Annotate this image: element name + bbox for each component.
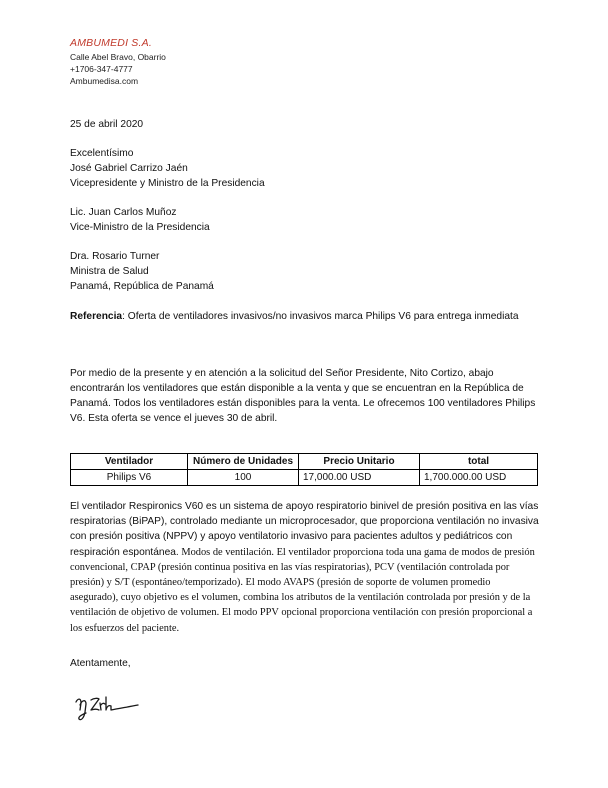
- table-row: [71, 470, 538, 486]
- table-header-cell: total: [420, 454, 538, 470]
- company-address: Calle Abel Bravo, Obarrio: [70, 52, 166, 62]
- closing-salutation: Atentamente,: [70, 658, 131, 669]
- description-sans-text: El ventilador Respironics V60 es un sistema de apoyo respiratorio binivel de presión positiva en las vías respiratorias (BiPAP), controlado mediante un microprocesador, que proporciona ventilación no invasiva con presión positiva (NPPV) y apoyo ventilatorio invasivo para pacientes adultos y pediátricos con respiración espontánea.: [70, 501, 539, 558]
- recipient-line: Panamá, República de Panamá: [70, 281, 214, 292]
- description-serif-text: Modos de ventilación. El ventilador proporciona toda una gama de modos de presión convencional, CPAP (presión continua positiva en las vías respiratorias), PCV (ventilación controlada por presión) y S/T (espontáneo/temporizado). El modo AVAPS (presión de soporte de volumen promedio asegurado), cuyo objetivo es el volumen, combina los atributos de la ventilación controlada por presión y de la ventilación de objetivo de volumen. El modo PPV opcional proporciona ventilación con presión proporcional a los esfuerzos del paciente.: [70, 546, 535, 634]
- table-header-cell: Número de Unidades: [188, 454, 299, 470]
- letter-date: 25 de abril 2020: [70, 119, 144, 130]
- company-name: AMBUMEDI S.A.: [70, 37, 152, 49]
- table-cell: 1,700.000.00 USD: [420, 470, 538, 486]
- signature-image: [72, 688, 152, 724]
- table-header-cell: Ventilador: [71, 454, 188, 470]
- recipient-line: Vice-Ministro de la Presidencia: [70, 222, 210, 233]
- table-cell: 17,000.00 USD: [299, 470, 420, 486]
- table-cell: Philips V6: [71, 470, 188, 486]
- table-cell: 100: [188, 470, 299, 486]
- reference-paragraph: [70, 309, 540, 324]
- recipient-line: Dra. Rosario Turner: [70, 251, 160, 262]
- offer-table: [70, 453, 538, 486]
- company-website: Ambumedisa.com: [70, 76, 139, 86]
- description-paragraph: [70, 499, 540, 636]
- company-phone: +1706-347-4777: [70, 64, 133, 74]
- recipient-line: Ministra de Salud: [70, 266, 149, 277]
- table-header-cell: Precio Unitario: [299, 454, 420, 470]
- recipient-line: José Gabriel Carrizo Jaén: [70, 163, 188, 174]
- reference-label: Referencia: [70, 311, 123, 322]
- reference-text: : Oferta de ventiladores invasivos/no invasivos marca Philips V6 para entrega inmediata: [122, 311, 519, 322]
- table-header-row: [71, 454, 538, 470]
- intro-paragraph: Por medio de la presente y en atención a la solicitud del Señor Presidente, Nito Cortizo, abajo encontrarán los ventiladores que están disponible a la venta y que se encuentran en la República de Panamá. Todos los ventiladores están disponibles para la venta. Le ofrecemos 100 ventiladores Philips V6. Esta oferta se vence el jueves 30 de abril.: [70, 368, 536, 424]
- recipient-line: Vicepresidente y Ministro de la Presidencia: [70, 178, 265, 189]
- recipient-line: Lic. Juan Carlos Muñoz: [70, 207, 177, 218]
- recipient-line: Excelentísimo: [70, 148, 134, 159]
